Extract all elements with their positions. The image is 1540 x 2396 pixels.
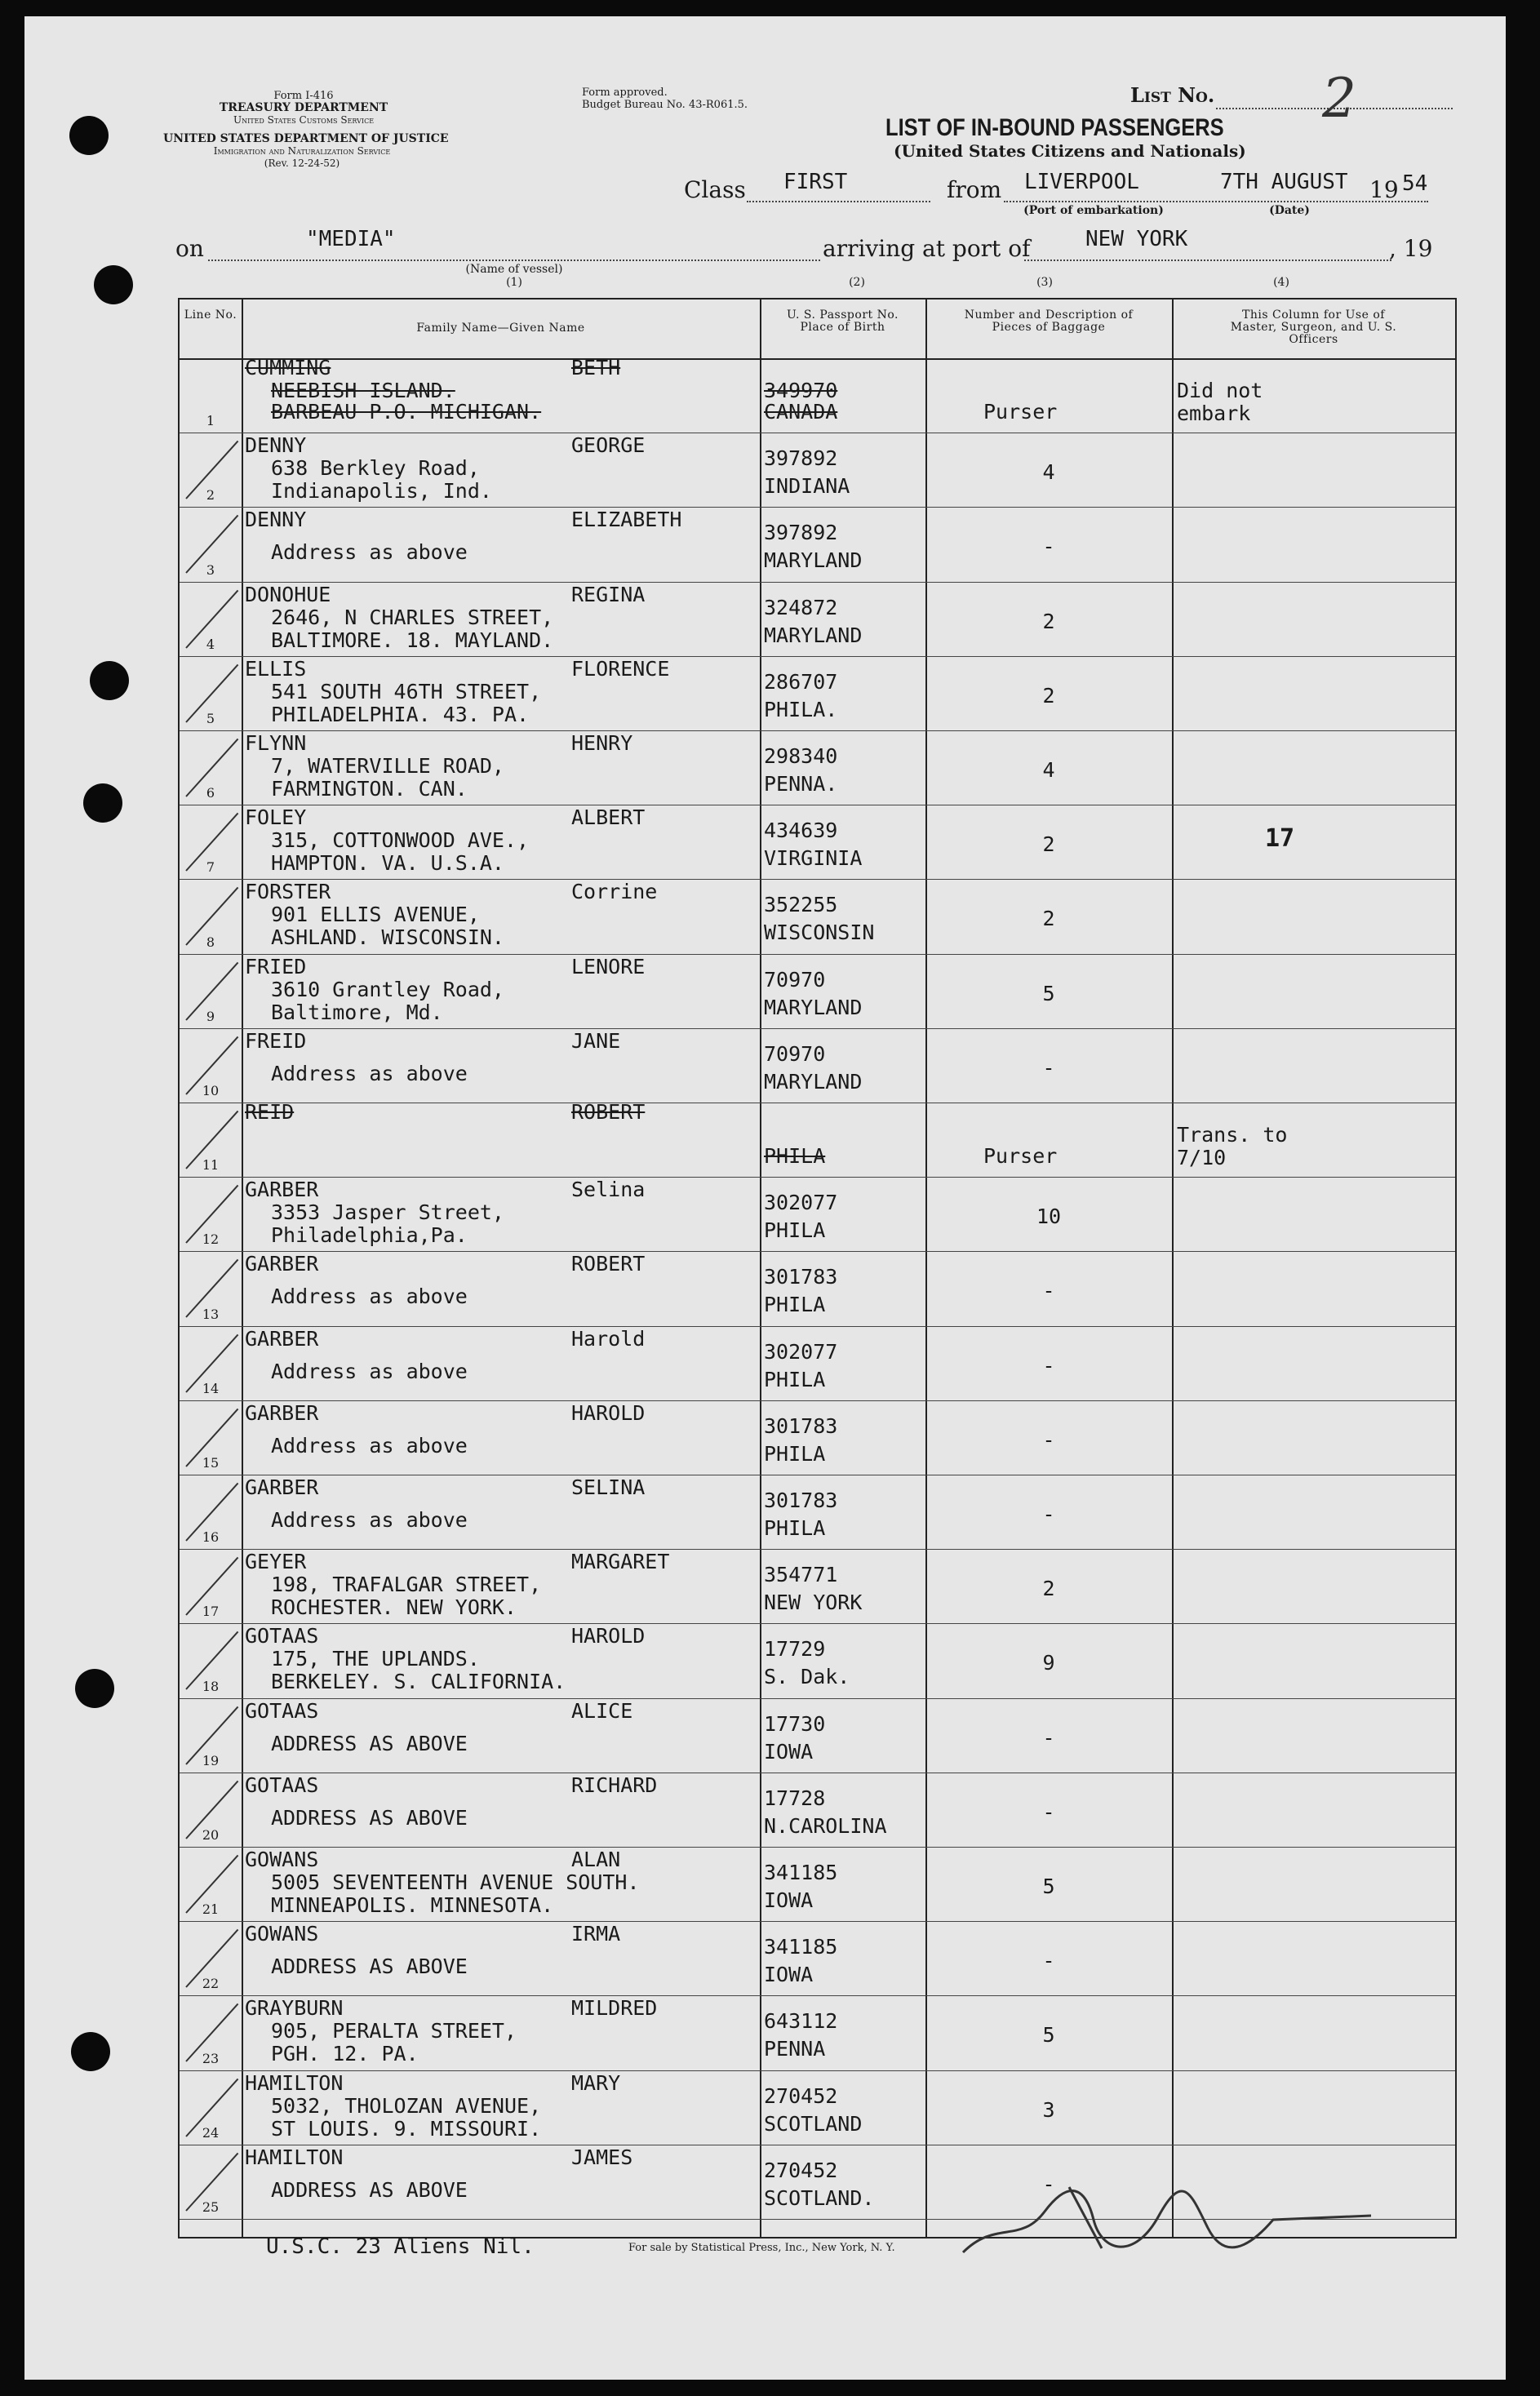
col-1-number: (1) <box>506 276 522 289</box>
row-divider <box>180 1921 1455 1922</box>
given-name: MILDRED <box>571 1996 658 2021</box>
place-of-birth: PHILA. <box>764 697 838 721</box>
address-line-1: Address as above <box>271 540 468 565</box>
row-divider <box>180 1698 1455 1699</box>
baggage-count: 5 <box>1042 2023 1055 2048</box>
row-divider <box>180 582 1455 583</box>
line-number: 23 <box>202 2050 220 2066</box>
revision: (Rev. 12-24-52) <box>264 158 340 169</box>
line-number: 8 <box>206 934 215 950</box>
family-name: DONOHUE <box>245 582 331 606</box>
family-name: GARBER <box>245 1400 319 1425</box>
passport-number: 270452 <box>764 2083 838 2108</box>
given-name: JAMES <box>571 2145 633 2169</box>
given-name: IRMA <box>571 1922 621 1946</box>
line-number: 25 <box>202 2199 220 2215</box>
family-name: FLYNN <box>245 731 307 755</box>
customs-service: United States Customs Service <box>233 114 375 126</box>
baggage-count: - <box>1042 1353 1055 1378</box>
baggage-count: - <box>1042 1799 1055 1824</box>
line-number: 9 <box>206 1008 215 1024</box>
vessel-caption: (Name of vessel) <box>465 263 563 276</box>
line-number: 4 <box>206 636 215 652</box>
given-name: HENRY <box>571 731 633 755</box>
row-divider <box>180 1847 1455 1848</box>
passport-number: 397892 <box>764 446 838 471</box>
address-line-1: 315, COTTONWOOD AVE., <box>271 828 530 853</box>
family-name: GRAYBURN <box>245 1996 344 2021</box>
given-name: Harold <box>571 1326 646 1351</box>
row-divider <box>180 1028 1455 1029</box>
address-line-2: ASHLAND. WISCONSIN. <box>271 925 504 950</box>
place-of-birth: PHILA <box>764 1218 826 1243</box>
ins-service: Immigration and Naturalization Service <box>213 145 391 157</box>
line-number: 22 <box>202 1976 220 1992</box>
given-name: JANE <box>571 1028 621 1053</box>
place-of-birth: MARYLAND <box>764 623 863 647</box>
cancelled-family-name: CUMMING <box>245 356 331 379</box>
family-name: FORSTER <box>245 880 331 904</box>
passport-number: 70970 <box>764 967 826 992</box>
place-of-birth: N.CAROLINA <box>764 1813 887 1838</box>
address-line-2: Indianapolis, Ind. <box>271 479 492 504</box>
col-header-passport: U. S. Passport No. Place of Birth <box>787 308 899 334</box>
address-line-1: ADDRESS AS ABOVE <box>271 1805 468 1830</box>
place-of-birth: VIRGINIA <box>764 846 863 871</box>
officer-signature <box>947 2171 1387 2269</box>
passport-number: 302077 <box>764 1191 838 1215</box>
punch-hole <box>90 661 129 700</box>
family-name: GOWANS <box>245 1922 319 1946</box>
col-header-line: Line No. <box>184 308 237 322</box>
punch-hole <box>94 265 133 304</box>
passport-number: 286707 <box>764 669 838 694</box>
address-line-2: FARMINGTON. CAN. <box>271 777 468 801</box>
address-line-1: 901 ELLIS AVENUE, <box>271 903 480 927</box>
baggage-count: 4 <box>1042 758 1055 782</box>
row-divider <box>180 879 1455 880</box>
baggage-count: 2 <box>1042 683 1055 708</box>
given-name: FLORENCE <box>571 656 670 681</box>
baggage-count: 4 <box>1042 460 1055 485</box>
cancelled-baggage: Purser <box>983 1144 1058 1168</box>
baggage-count: 2 <box>1042 1577 1055 1601</box>
cancelled-baggage: Purser <box>983 400 1058 424</box>
baggage-count: 5 <box>1042 981 1055 1005</box>
row-divider <box>180 954 1455 955</box>
passport-number: 17729 <box>764 1637 826 1662</box>
baggage-count: 2 <box>1042 907 1055 931</box>
document-subtitle: (United States Citizens and Nationals) <box>894 141 1246 161</box>
passport-number: 17728 <box>764 1786 826 1810</box>
family-name: GOTAAS <box>245 1773 319 1797</box>
form-number: Form I-416 <box>273 90 334 102</box>
given-name: ROBERT <box>571 1252 646 1276</box>
baggage-count: 2 <box>1042 832 1055 857</box>
passport-number: 352255 <box>764 893 838 917</box>
place-of-birth: S. Dak. <box>764 1665 850 1689</box>
line-number: 17 <box>202 1604 220 1620</box>
line-number: 11 <box>202 1157 220 1174</box>
given-name: ALICE <box>571 1698 633 1723</box>
place-of-birth: IOWA <box>764 1739 814 1764</box>
address-line-2: ST LOUIS. 9. MISSOURI. <box>271 2116 542 2141</box>
col-header-officers: This Column for Use of Master, Surgeon, and U. S. Officers <box>1230 308 1397 346</box>
punch-hole <box>75 1669 114 1708</box>
budget-bureau: Budget Bureau No. 43-R061.5. <box>582 99 748 111</box>
arrival-year: , 19 <box>1389 235 1433 262</box>
row-divider <box>180 656 1455 657</box>
baggage-count: - <box>1042 1725 1055 1750</box>
cancelled-given-name: BETH <box>571 356 621 379</box>
address-line-1: 198, TRAFALGAR STREET, <box>271 1573 542 1597</box>
place-of-birth: PHILA <box>764 1367 826 1391</box>
passport-number: 298340 <box>764 744 838 768</box>
given-name: ELIZABETH <box>571 508 682 532</box>
address-line-1: 5005 SEVENTEENTH AVENUE SOUTH. <box>271 1870 640 1894</box>
address-line-1: Address as above <box>271 1433 468 1458</box>
passport-number: 341185 <box>764 1935 838 1959</box>
address-line-1: 541 SOUTH 46TH STREET, <box>271 679 542 703</box>
year-suffix: 54 <box>1402 171 1428 196</box>
arriving-label: arriving at port of <box>823 235 1031 262</box>
family-name: HAMILTON <box>245 2145 344 2169</box>
baggage-count: 2 <box>1042 609 1055 633</box>
passport-number: 301783 <box>764 1265 838 1289</box>
place-of-birth: SCOTLAND. <box>764 2185 875 2210</box>
embark-date: 7TH AUGUST <box>1220 170 1348 194</box>
line-number: 19 <box>202 1752 220 1768</box>
address-line-2: ROCHESTER. NEW YORK. <box>271 1595 517 1620</box>
address-line-1: 905, PERALTA STREET, <box>271 2019 517 2043</box>
printer-credit: For sale by Statistical Press, Inc., New York, N. Y. <box>628 2242 895 2254</box>
family-name: FOLEY <box>245 805 307 830</box>
passport-number: 397892 <box>764 521 838 545</box>
on-label: on <box>175 235 204 262</box>
place-of-birth: MARYLAND <box>764 995 863 1019</box>
col-header-baggage: Number and Description of Pieces of Baggage <box>964 308 1134 334</box>
place-of-birth: INDIANA <box>764 474 850 499</box>
given-name: ALAN <box>571 1848 621 1871</box>
col-2-number: (2) <box>849 276 865 289</box>
place-of-birth: IOWA <box>764 1888 814 1912</box>
row-divider <box>180 730 1455 731</box>
line-number: 16 <box>202 1529 220 1546</box>
cancelled-place: CANADA <box>764 400 838 424</box>
family-name: GARBER <box>245 1178 319 1202</box>
baggage-count: - <box>1042 1279 1055 1303</box>
place-of-birth: WISCONSIN <box>764 921 875 945</box>
address-line-1: 638 Berkley Road, <box>271 456 480 481</box>
family-name: GARBER <box>245 1326 319 1351</box>
family-name: FREID <box>245 1028 307 1053</box>
address-line-1: ADDRESS AS ABOVE <box>271 2177 468 2202</box>
place-of-birth: PHILA <box>764 1441 826 1466</box>
row-divider <box>180 1549 1455 1550</box>
address-line-1: 3610 Grantley Road, <box>271 977 504 1001</box>
arrival-port: NEW YORK <box>1085 227 1188 251</box>
place-of-birth: PHILA <box>764 1516 826 1540</box>
line-number: 3 <box>206 561 215 578</box>
address-line-1: Address as above <box>271 1285 468 1309</box>
family-name: GARBER <box>245 1475 319 1499</box>
given-name: MARY <box>571 2070 621 2095</box>
punch-hole <box>71 2032 110 2071</box>
line-number: 12 <box>202 1231 220 1248</box>
line-number: 5 <box>206 711 215 726</box>
line-number: 15 <box>202 1455 220 1471</box>
line-number: 13 <box>202 1306 220 1322</box>
line-number: 18 <box>202 1678 220 1694</box>
address-line-2: Baltimore, Md. <box>271 1000 443 1024</box>
baggage-count: 5 <box>1042 1875 1055 1898</box>
address-line-1: 7, WATERVILLE ROAD, <box>271 754 504 778</box>
passport-number: 270452 <box>764 2158 838 2182</box>
aliens-summary: U.S.C. 23 Aliens Nil. <box>266 2234 535 2259</box>
col-4-number: (4) <box>1273 276 1289 289</box>
family-name: GOTAAS <box>245 1624 319 1648</box>
line-number: 14 <box>202 1380 220 1396</box>
line-number: 1 <box>206 413 215 429</box>
place-of-birth: PHILA <box>764 1293 826 1317</box>
class-label: Class <box>684 176 746 203</box>
given-name: Selina <box>571 1178 646 1202</box>
address-line-1: ADDRESS AS ABOVE <box>271 1955 468 1979</box>
family-name: GEYER <box>245 1550 307 1574</box>
place-of-birth: NEW YORK <box>764 1591 863 1615</box>
address-line-2: PHILADELPHIA. 43. PA. <box>271 702 530 726</box>
cancelled-address-1: NEEBISH ISLAND. <box>271 379 455 402</box>
passport-number: 434639 <box>764 819 838 843</box>
date-caption: (Date) <box>1269 204 1310 217</box>
punch-hole <box>69 116 109 155</box>
row-divider <box>180 1623 1455 1624</box>
year-prefix: 19 <box>1369 176 1399 203</box>
line-number: 7 <box>206 859 215 876</box>
row-divider <box>180 1400 1455 1401</box>
baggage-count: 9 <box>1042 1651 1055 1675</box>
address-line-1: 5032, THOLOZAN AVENUE, <box>271 2093 542 2118</box>
address-line-1: Address as above <box>271 1508 468 1532</box>
manifest-page <box>24 16 1506 2380</box>
place-of-birth: MARYLAND <box>764 548 863 573</box>
passport-number: 70970 <box>764 1041 826 1066</box>
passport-number: 354771 <box>764 1563 838 1587</box>
dept-justice: UNITED STATES DEPARTMENT OF JUSTICE <box>163 132 449 145</box>
place-of-birth: IOWA <box>764 1963 814 1987</box>
address-line-2: HAMPTON. VA. U.S.A. <box>271 851 504 876</box>
class-value: FIRST <box>783 170 848 194</box>
family-name: ELLIS <box>245 656 307 681</box>
baggage-count: - <box>1042 535 1055 559</box>
col-header-name: Family Name—Given Name <box>416 322 585 335</box>
place-of-birth: MARYLAND <box>764 1069 863 1094</box>
passport-number: 643112 <box>764 2009 838 2034</box>
address-line-2: BALTIMORE. 18. MAYLAND. <box>271 628 554 652</box>
baggage-count: 3 <box>1042 2097 1055 2122</box>
family-name: GOTAAS <box>245 1698 319 1723</box>
address-line-2: MINNEAPOLIS. MINNESOTA. <box>271 1893 554 1917</box>
row-divider <box>180 1995 1455 1996</box>
row-divider <box>180 1177 1455 1178</box>
place-of-birth: PENNA. <box>764 772 838 796</box>
passport-number: 17730 <box>764 1711 826 1736</box>
address-line-2: Philadelphia,Pa. <box>271 1223 468 1248</box>
baggage-count: - <box>1042 1427 1055 1452</box>
given-name: REGINA <box>571 582 646 606</box>
address-line-1: Address as above <box>271 1061 468 1085</box>
place-of-birth: PENNA <box>764 2037 826 2061</box>
address-line-1: 2646, N CHARLES STREET, <box>271 605 554 629</box>
baggage-count: - <box>1042 1055 1055 1080</box>
port-embarkation: LIVERPOOL <box>1024 170 1139 194</box>
punch-hole <box>83 783 122 823</box>
address-line-1: ADDRESS AS ABOVE <box>271 1731 468 1755</box>
address-line-2: PGH. 12. PA. <box>271 2042 419 2066</box>
baggage-count: - <box>1042 1502 1055 1526</box>
dept-treasury: TREASURY DEPARTMENT <box>219 101 388 114</box>
cancelled-place: PHILA <box>764 1144 826 1168</box>
cancelled-note: Did not embark <box>1177 379 1263 425</box>
port-caption: (Port of embarkation) <box>1023 204 1164 217</box>
list-no-value: 2 <box>1322 67 1356 130</box>
passenger-table <box>178 298 1457 2238</box>
line-number: 24 <box>202 2124 220 2141</box>
given-name: ALBERT <box>571 805 646 830</box>
line-number: 20 <box>202 1827 220 1843</box>
passport-number: 341185 <box>764 1861 838 1884</box>
cancelled-note: Trans. to 7/10 <box>1177 1123 1288 1169</box>
from-label: from <box>947 176 1002 203</box>
family-name: GOWANS <box>245 1848 319 1871</box>
cancelled-address-2: BARBEAU P.O. MICHIGAN. <box>271 400 542 424</box>
address-line-1: 3353 Jasper Street, <box>271 1200 504 1225</box>
cancelled-passport: 349970 <box>764 379 838 402</box>
line-number: 10 <box>202 1083 220 1098</box>
document-title: LIST OF IN-BOUND PASSENGERS <box>885 114 1224 141</box>
family-name: GARBER <box>245 1252 319 1276</box>
passport-number: 301783 <box>764 1489 838 1512</box>
given-name: HAROLD <box>571 1624 646 1648</box>
line-number: 2 <box>206 487 215 504</box>
address-line-1: Address as above <box>271 1359 468 1383</box>
form-approved: Form approved. <box>582 87 668 99</box>
cancelled-given-name: ROBERT <box>571 1100 646 1124</box>
family-name: HAMILTON <box>245 2070 344 2095</box>
given-name: GEORGE <box>571 433 646 458</box>
family-name: DENNY <box>245 508 307 532</box>
officer-mark: 17 <box>1265 824 1295 854</box>
cancelled-family-name: REID <box>245 1100 295 1124</box>
given-name: LENORE <box>571 954 646 978</box>
given-name: SELINA <box>571 1475 646 1499</box>
row-divider <box>180 1251 1455 1252</box>
given-name: HAROLD <box>571 1400 646 1425</box>
address-line-1: 175, THE UPLANDS. <box>271 1647 480 1671</box>
row-divider <box>180 1326 1455 1327</box>
family-name: FRIED <box>245 954 307 978</box>
given-name: RICHARD <box>571 1773 658 1797</box>
passport-number: 324872 <box>764 595 838 619</box>
line-number: 21 <box>202 1901 220 1918</box>
row-divider <box>180 2070 1455 2071</box>
passport-number: 301783 <box>764 1413 838 1438</box>
line-number: 6 <box>206 785 215 801</box>
baggage-count: 10 <box>1036 1205 1062 1229</box>
given-name: MARGARET <box>571 1550 670 1574</box>
family-name: DENNY <box>245 433 307 458</box>
address-line-2: BERKELEY. S. CALIFORNIA. <box>271 1670 566 1694</box>
row-divider <box>180 507 1455 508</box>
baggage-count: - <box>1042 2172 1055 2196</box>
list-no-label: List No. <box>1130 83 1215 107</box>
passport-number: 302077 <box>764 1339 838 1364</box>
baggage-count: - <box>1042 1949 1055 1973</box>
given-name: Corrine <box>571 880 658 904</box>
vessel-name: "MEDIA" <box>306 227 396 251</box>
place-of-birth: SCOTLAND <box>764 2111 863 2136</box>
col-3-number: (3) <box>1036 276 1053 289</box>
